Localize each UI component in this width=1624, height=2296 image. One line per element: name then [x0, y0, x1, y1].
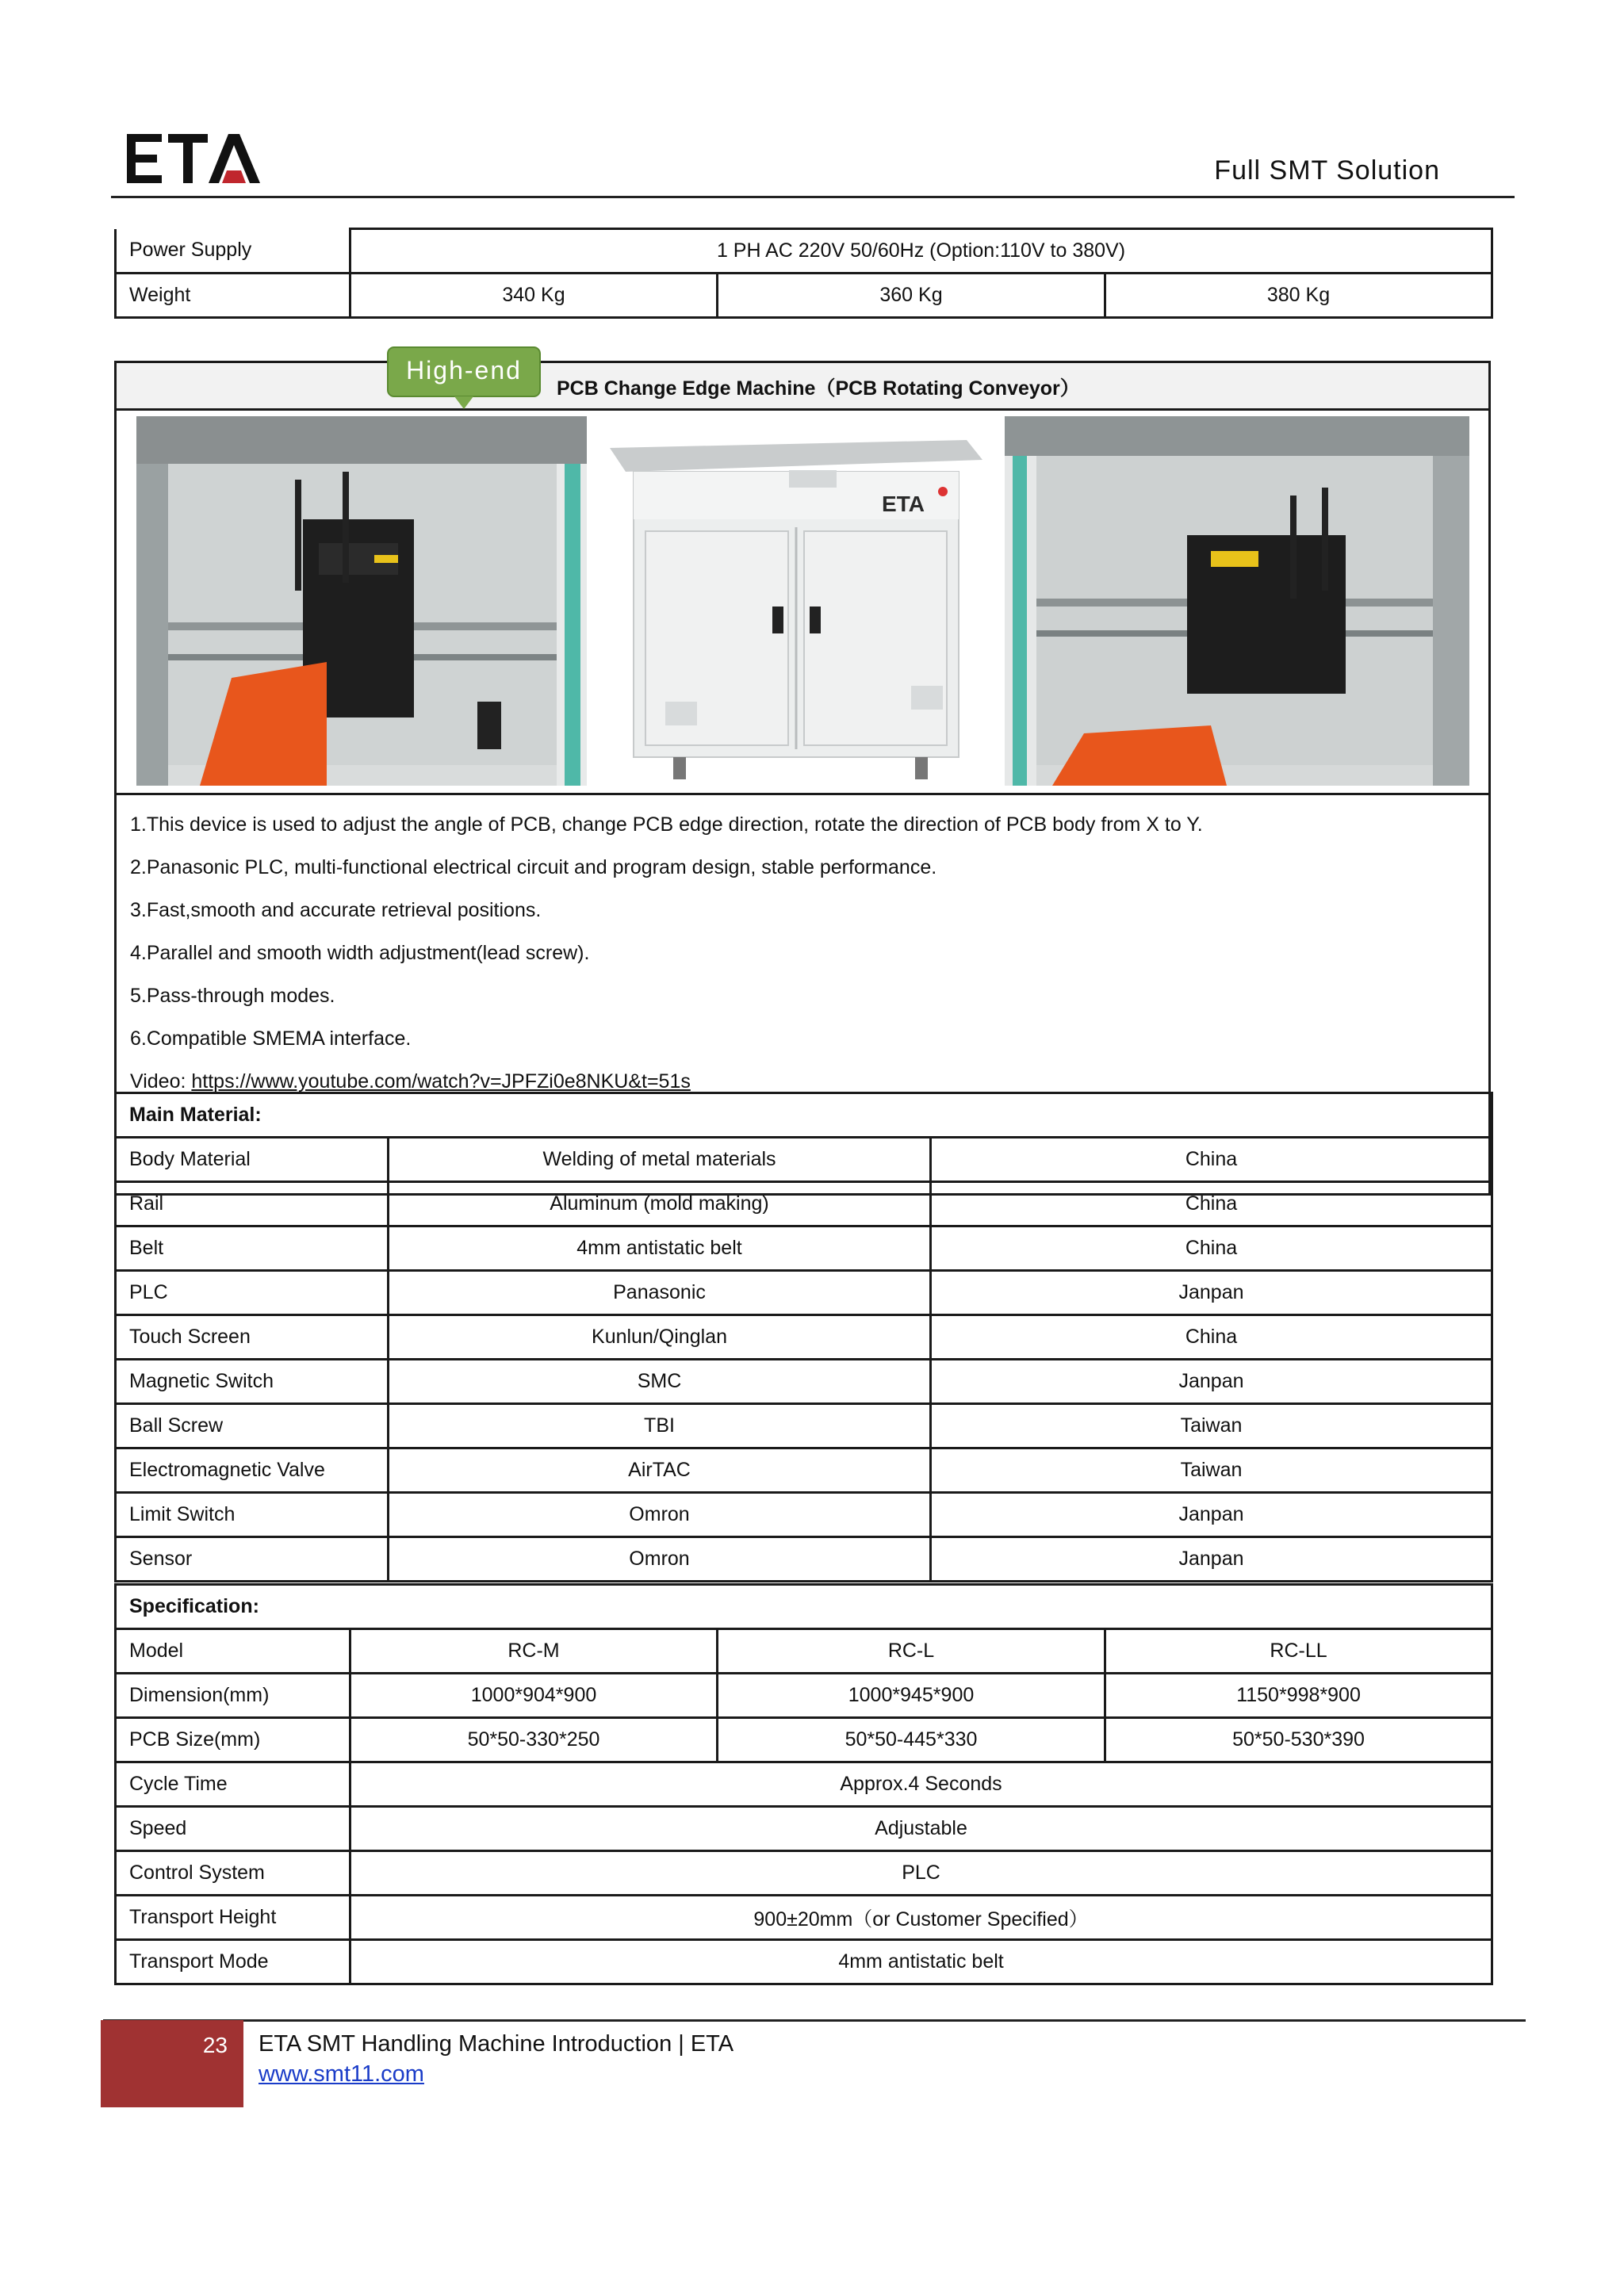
- spec-value: 900±20mm（or Customer Specified）: [350, 1896, 1492, 1940]
- weight-value: 360 Kg: [718, 274, 1105, 318]
- table-row: [116, 1226, 1492, 1271]
- material-spec: Welding of metal materials: [389, 1138, 931, 1182]
- main-material-table: [114, 1092, 1493, 1582]
- machine-interior-photo: [136, 416, 587, 786]
- material-spec: Aluminum (mold making): [389, 1182, 931, 1226]
- header-divider: [111, 196, 1515, 198]
- feature-item: 2.Panasonic PLC, multi-functional electrical circuit and program design, stable performance.: [130, 856, 937, 878]
- machine-title: PCB Change Edge Machine（PCB Rotating Conveyor）: [557, 377, 1080, 400]
- weight-label: Weight: [116, 274, 350, 318]
- material-part: Magnetic Switch: [116, 1360, 389, 1404]
- machine-title-bar: [117, 363, 1488, 411]
- footer-divider: [103, 2019, 1526, 2022]
- high-end-badge: [386, 346, 542, 412]
- table-row: [116, 1493, 1492, 1537]
- material-part: Touch Screen: [116, 1315, 389, 1360]
- material-origin: China: [931, 1138, 1492, 1182]
- material-origin: Taiwan: [931, 1448, 1492, 1493]
- material-part: Belt: [116, 1226, 389, 1271]
- material-origin: Taiwan: [931, 1404, 1492, 1448]
- table-row: [116, 1718, 1492, 1762]
- feature-item: 5.Pass-through modes.: [130, 985, 335, 1007]
- table-row: [116, 1940, 1492, 1984]
- spec-value: Approx.4 Seconds: [350, 1762, 1492, 1807]
- spec-label: Transport Mode: [116, 1940, 350, 1984]
- weight-value: 380 Kg: [1105, 274, 1492, 318]
- material-origin: Janpan: [931, 1360, 1492, 1404]
- specification-table: [114, 1583, 1493, 1985]
- machine-interior-photo-2: [1005, 416, 1469, 786]
- material-origin: Janpan: [931, 1271, 1492, 1315]
- spec-label: Transport Height: [116, 1896, 350, 1940]
- spec-label: Dimension(mm): [116, 1674, 350, 1718]
- table-row: [116, 274, 1492, 318]
- page-number-box: [101, 2020, 243, 2107]
- feature-item: 3.Fast,smooth and accurate retrieval positions.: [130, 899, 542, 921]
- table-row: [116, 1315, 1492, 1360]
- eta-logo: [127, 131, 262, 186]
- material-part: Ball Screw: [116, 1404, 389, 1448]
- spec-value: 1000*945*900: [718, 1674, 1105, 1718]
- spec-value: RC-M: [350, 1629, 718, 1674]
- spec-label: Model: [116, 1629, 350, 1674]
- table-row: [116, 1093, 1492, 1138]
- table-row: [116, 1807, 1492, 1851]
- machine-cabinet-photo: [602, 416, 990, 786]
- power-supply-value: 1 PH AC 220V 50/60Hz (Option:110V to 380V): [350, 229, 1492, 274]
- table-row: [116, 1585, 1492, 1629]
- material-part: Rail: [116, 1182, 389, 1226]
- material-origin: Janpan: [931, 1537, 1492, 1582]
- video-link[interactable]: https://www.youtube.com/watch?v=JPFZi0e8NKU&t=51s: [191, 1070, 691, 1093]
- machine-section: [114, 356, 1491, 1196]
- material-spec: Omron: [389, 1493, 931, 1537]
- spec-value: 1150*998*900: [1105, 1674, 1492, 1718]
- video-label: Video:: [130, 1070, 192, 1093]
- table-row: [116, 1271, 1492, 1315]
- spec-label: PCB Size(mm): [116, 1718, 350, 1762]
- footer-website-link[interactable]: www.smt11.com: [259, 2061, 424, 2087]
- spec-label: Speed: [116, 1807, 350, 1851]
- table-row: [116, 1537, 1492, 1582]
- spec-value: Adjustable: [350, 1807, 1492, 1851]
- table-row: [116, 1404, 1492, 1448]
- feature-item: 1.This device is used to adjust the angle of PCB, change PCB edge direction, rotate the direction of PCB body from X to Y.: [130, 813, 1203, 836]
- header-tagline: Full SMT Solution: [1214, 155, 1440, 186]
- material-spec: SMC: [389, 1360, 931, 1404]
- feature-item: 4.Parallel and smooth width adjustment(lead screw).: [130, 942, 590, 964]
- material-spec: TBI: [389, 1404, 931, 1448]
- material-spec: 4mm antistatic belt: [389, 1226, 931, 1271]
- cabinet-brand-label: ETA: [882, 492, 925, 516]
- material-part: Limit Switch: [116, 1493, 389, 1537]
- main-material-heading: Main Material:: [116, 1093, 1492, 1138]
- specification-heading: Specification:: [116, 1585, 1492, 1629]
- photo-row: [117, 411, 1488, 795]
- table-row: [116, 1851, 1492, 1896]
- material-part: Sensor: [116, 1537, 389, 1582]
- material-origin: China: [931, 1182, 1492, 1226]
- material-part: PLC: [116, 1271, 389, 1315]
- material-part: Electromagnetic Valve: [116, 1448, 389, 1493]
- table-row: [116, 1182, 1492, 1226]
- spec-value: 1000*904*900: [350, 1674, 718, 1718]
- table-row: [116, 1896, 1492, 1940]
- spec-value: 50*50-445*330: [718, 1718, 1105, 1762]
- spec-value: 50*50-530*390: [1105, 1718, 1492, 1762]
- material-origin: Janpan: [931, 1493, 1492, 1537]
- spec-value: 4mm antistatic belt: [350, 1940, 1492, 1984]
- feature-item: 6.Compatible SMEMA interface.: [130, 1027, 412, 1050]
- material-origin: China: [931, 1226, 1492, 1271]
- material-origin: China: [931, 1315, 1492, 1360]
- material-spec: AirTAC: [389, 1448, 931, 1493]
- spec-value: 50*50-330*250: [350, 1718, 718, 1762]
- table-row: [116, 1138, 1492, 1182]
- table-row: [116, 1448, 1492, 1493]
- material-spec: Omron: [389, 1537, 931, 1582]
- spec-value: PLC: [350, 1851, 1492, 1896]
- spec-label: Cycle Time: [116, 1762, 350, 1807]
- high-end-badge-text: High-end: [406, 356, 522, 385]
- spec-value: RC-L: [718, 1629, 1105, 1674]
- power-supply-label: Power Supply: [116, 229, 350, 274]
- table-row: [116, 1762, 1492, 1807]
- page-number: 23: [202, 2033, 228, 2057]
- weight-value: 340 Kg: [350, 274, 718, 318]
- material-spec: Panasonic: [389, 1271, 931, 1315]
- power-weight-table: [114, 228, 1493, 319]
- material-part: Body Material: [116, 1138, 389, 1182]
- table-row: [116, 1674, 1492, 1718]
- material-spec: Kunlun/Qinglan: [389, 1315, 931, 1360]
- spec-label: Control System: [116, 1851, 350, 1896]
- table-row: [116, 1360, 1492, 1404]
- footer-title: ETA SMT Handling Machine Introduction | ETA: [259, 2031, 734, 2057]
- feature-list: [130, 803, 1203, 1103]
- table-row: [116, 229, 1492, 274]
- spec-value: RC-LL: [1105, 1629, 1492, 1674]
- table-row: [116, 1629, 1492, 1674]
